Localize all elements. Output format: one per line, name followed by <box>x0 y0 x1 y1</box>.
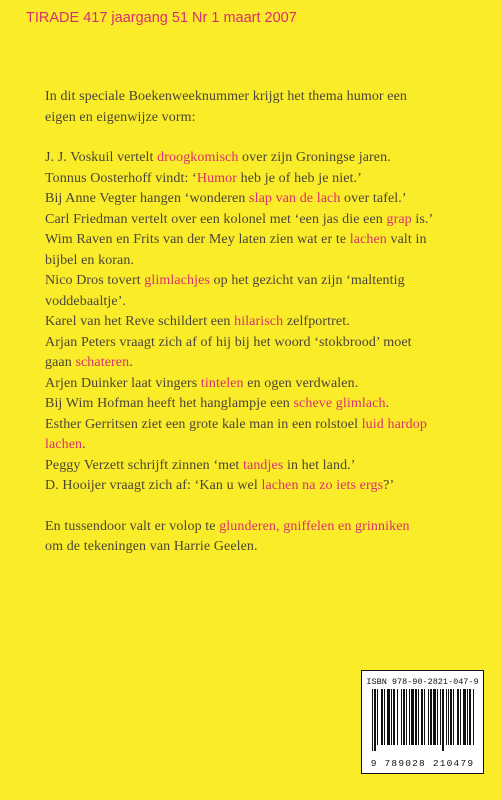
text-segment: zelfportret. <box>283 314 350 329</box>
barcode-bar <box>411 689 414 745</box>
barcode-bar <box>397 689 398 745</box>
barcode-bar <box>381 689 383 745</box>
text-segment: In dit speciale Boekenweeknummer krijgt het thema humor een <box>45 89 408 104</box>
text-line <box>45 148 485 169</box>
barcode-bar <box>415 689 417 745</box>
highlighted-word: glunderen, gniffelen en grinniken <box>219 518 410 534</box>
highlighted-word: hilarisch <box>234 314 284 329</box>
text-line <box>45 210 485 231</box>
text-segment: Peggy Verzett schrijft zinnen ‘met <box>45 457 244 473</box>
text-segment: om de tekeningen van Harrie Geelen. <box>45 539 258 554</box>
barcode-bar <box>372 689 373 751</box>
text-line <box>45 312 485 333</box>
text-line <box>45 271 485 292</box>
cover-text <box>45 87 485 558</box>
barcode-bar <box>463 689 466 745</box>
text-segment: . <box>385 396 390 411</box>
text-line <box>45 251 485 272</box>
text-line <box>45 394 485 415</box>
barcode-bar <box>453 689 454 745</box>
text-line <box>45 230 485 251</box>
text-line <box>45 374 485 395</box>
text-line <box>45 476 485 497</box>
text-line <box>45 108 485 129</box>
barcode-bar <box>428 689 429 745</box>
highlighted-word: Humor <box>196 170 238 186</box>
text-segment: D. Hooijer vraagt zich af: ‘Kan u wel <box>45 478 262 493</box>
text-segment: Arjan Peters vraagt zich af of hij bij het woord ‘stokbrood’ moet <box>45 334 412 350</box>
highlighted-word: lachen <box>45 437 83 452</box>
barcode-bar <box>448 689 449 745</box>
text-segment: En tussendoor valt er volop te <box>45 518 220 534</box>
text-segment: ?’ <box>383 478 395 493</box>
highlighted-word: tandjes <box>243 457 284 473</box>
text-line <box>45 169 485 190</box>
text-line <box>45 189 485 210</box>
barcode-bar <box>457 689 459 745</box>
barcode-bar <box>418 689 419 745</box>
text-segment: J. J. Voskuil vertelt <box>45 150 158 165</box>
intro-paragraph <box>45 87 485 128</box>
highlighted-word: tintelen <box>200 375 244 391</box>
text-segment: in het land.’ <box>283 457 356 473</box>
barcode-bar <box>437 689 438 745</box>
text-segment: eigen en eigenwijze vorm: <box>45 109 196 125</box>
highlighted-word: grap <box>386 211 412 227</box>
barcode-bar <box>469 689 471 745</box>
barcode-bar <box>393 689 395 745</box>
text-segment: Arjen Duinker laat vingers <box>45 375 201 391</box>
highlighted-word: droogkomisch <box>157 150 239 165</box>
text-segment: Esther Gerritsen ziet een grote kale man in een rolstoel <box>45 416 362 432</box>
isbn-text: ISBN 978-90-2821-047-9 <box>366 677 479 687</box>
text-segment: . <box>82 437 86 452</box>
barcode-bar <box>460 689 461 745</box>
text-line <box>45 87 485 108</box>
text-segment: Bij Anne Vegter hangen ‘wonderen <box>45 191 250 206</box>
text-segment: valt in <box>386 232 427 247</box>
barcode-bar <box>403 689 405 745</box>
barcode-bar <box>473 689 474 745</box>
barcode-bar <box>377 689 378 745</box>
barcode-bar <box>424 689 425 745</box>
highlighted-word: glimlachjes <box>144 273 210 288</box>
text-segment: en ogen verdwalen. <box>243 375 359 391</box>
barcode-bar <box>387 689 390 745</box>
barcode-number: 9 789028 210479 <box>370 758 475 769</box>
paragraph-gap <box>45 128 485 148</box>
highlighted-word: scheve glimlach <box>293 396 386 411</box>
text-segment: heb je of heb je niet.’ <box>237 170 362 186</box>
text-segment: bijbel en koran. <box>45 252 135 268</box>
barcode-bars <box>370 689 477 755</box>
barcode-bar <box>391 689 392 745</box>
highlighted-word: schateren <box>75 355 130 370</box>
text-segment: Bij Wim Hofman heeft het hanglampje een <box>45 396 294 411</box>
text-line <box>45 353 485 374</box>
text-segment: is.’ <box>411 211 434 227</box>
barcode-bar <box>374 689 376 751</box>
barcode-bar <box>442 689 444 751</box>
text-line <box>45 517 485 538</box>
highlighted-word: slap van de lach <box>249 191 341 206</box>
barcode-label <box>361 670 484 774</box>
barcode-bar <box>440 689 441 745</box>
barcode-bar <box>406 689 407 745</box>
text-line <box>45 415 485 436</box>
closing-paragraph <box>45 517 485 558</box>
text-segment: over zijn Groningse jaren. <box>238 150 391 165</box>
contributors-list <box>45 148 485 497</box>
barcode-bar <box>421 689 423 745</box>
text-line <box>45 292 485 313</box>
barcode-bar <box>467 689 468 745</box>
text-segment: Wim Raven en Frits van der Mey laten zien wat er te <box>45 232 350 247</box>
issue-header: TIRADE 417 jaargang 51 Nr 1 maart 2007 <box>26 10 297 26</box>
paragraph-gap <box>45 497 485 517</box>
highlighted-word: lachen na zo iets ergs <box>261 478 384 493</box>
text-line <box>45 537 485 558</box>
highlighted-word: lachen <box>349 232 387 247</box>
barcode-bar <box>450 689 452 745</box>
highlighted-word: luid hardop <box>361 416 427 432</box>
text-segment: Tonnus Oosterhoff vindt: ‘ <box>45 170 197 186</box>
text-segment: voddebaaltje’. <box>45 293 127 309</box>
barcode-bar <box>409 689 410 745</box>
text-segment: op het gezicht van zijn ‘maltentig <box>209 273 405 288</box>
barcode-bar <box>401 689 402 745</box>
text-segment: over tafel.’ <box>340 191 407 206</box>
text-line <box>45 456 485 477</box>
barcode-bar <box>384 689 385 745</box>
text-segment: Karel van het Reve schildert een <box>45 314 235 329</box>
text-segment: Carl Friedman vertelt over een kolonel met ‘een jas die een <box>45 211 387 227</box>
text-segment: . <box>129 355 133 370</box>
barcode-bar <box>446 689 447 745</box>
barcode-bar <box>433 689 436 745</box>
barcode-bar <box>430 689 432 745</box>
text-segment: gaan <box>45 355 76 370</box>
text-line <box>45 333 485 354</box>
text-line <box>45 435 485 456</box>
text-segment: Nico Dros tovert <box>45 273 145 288</box>
